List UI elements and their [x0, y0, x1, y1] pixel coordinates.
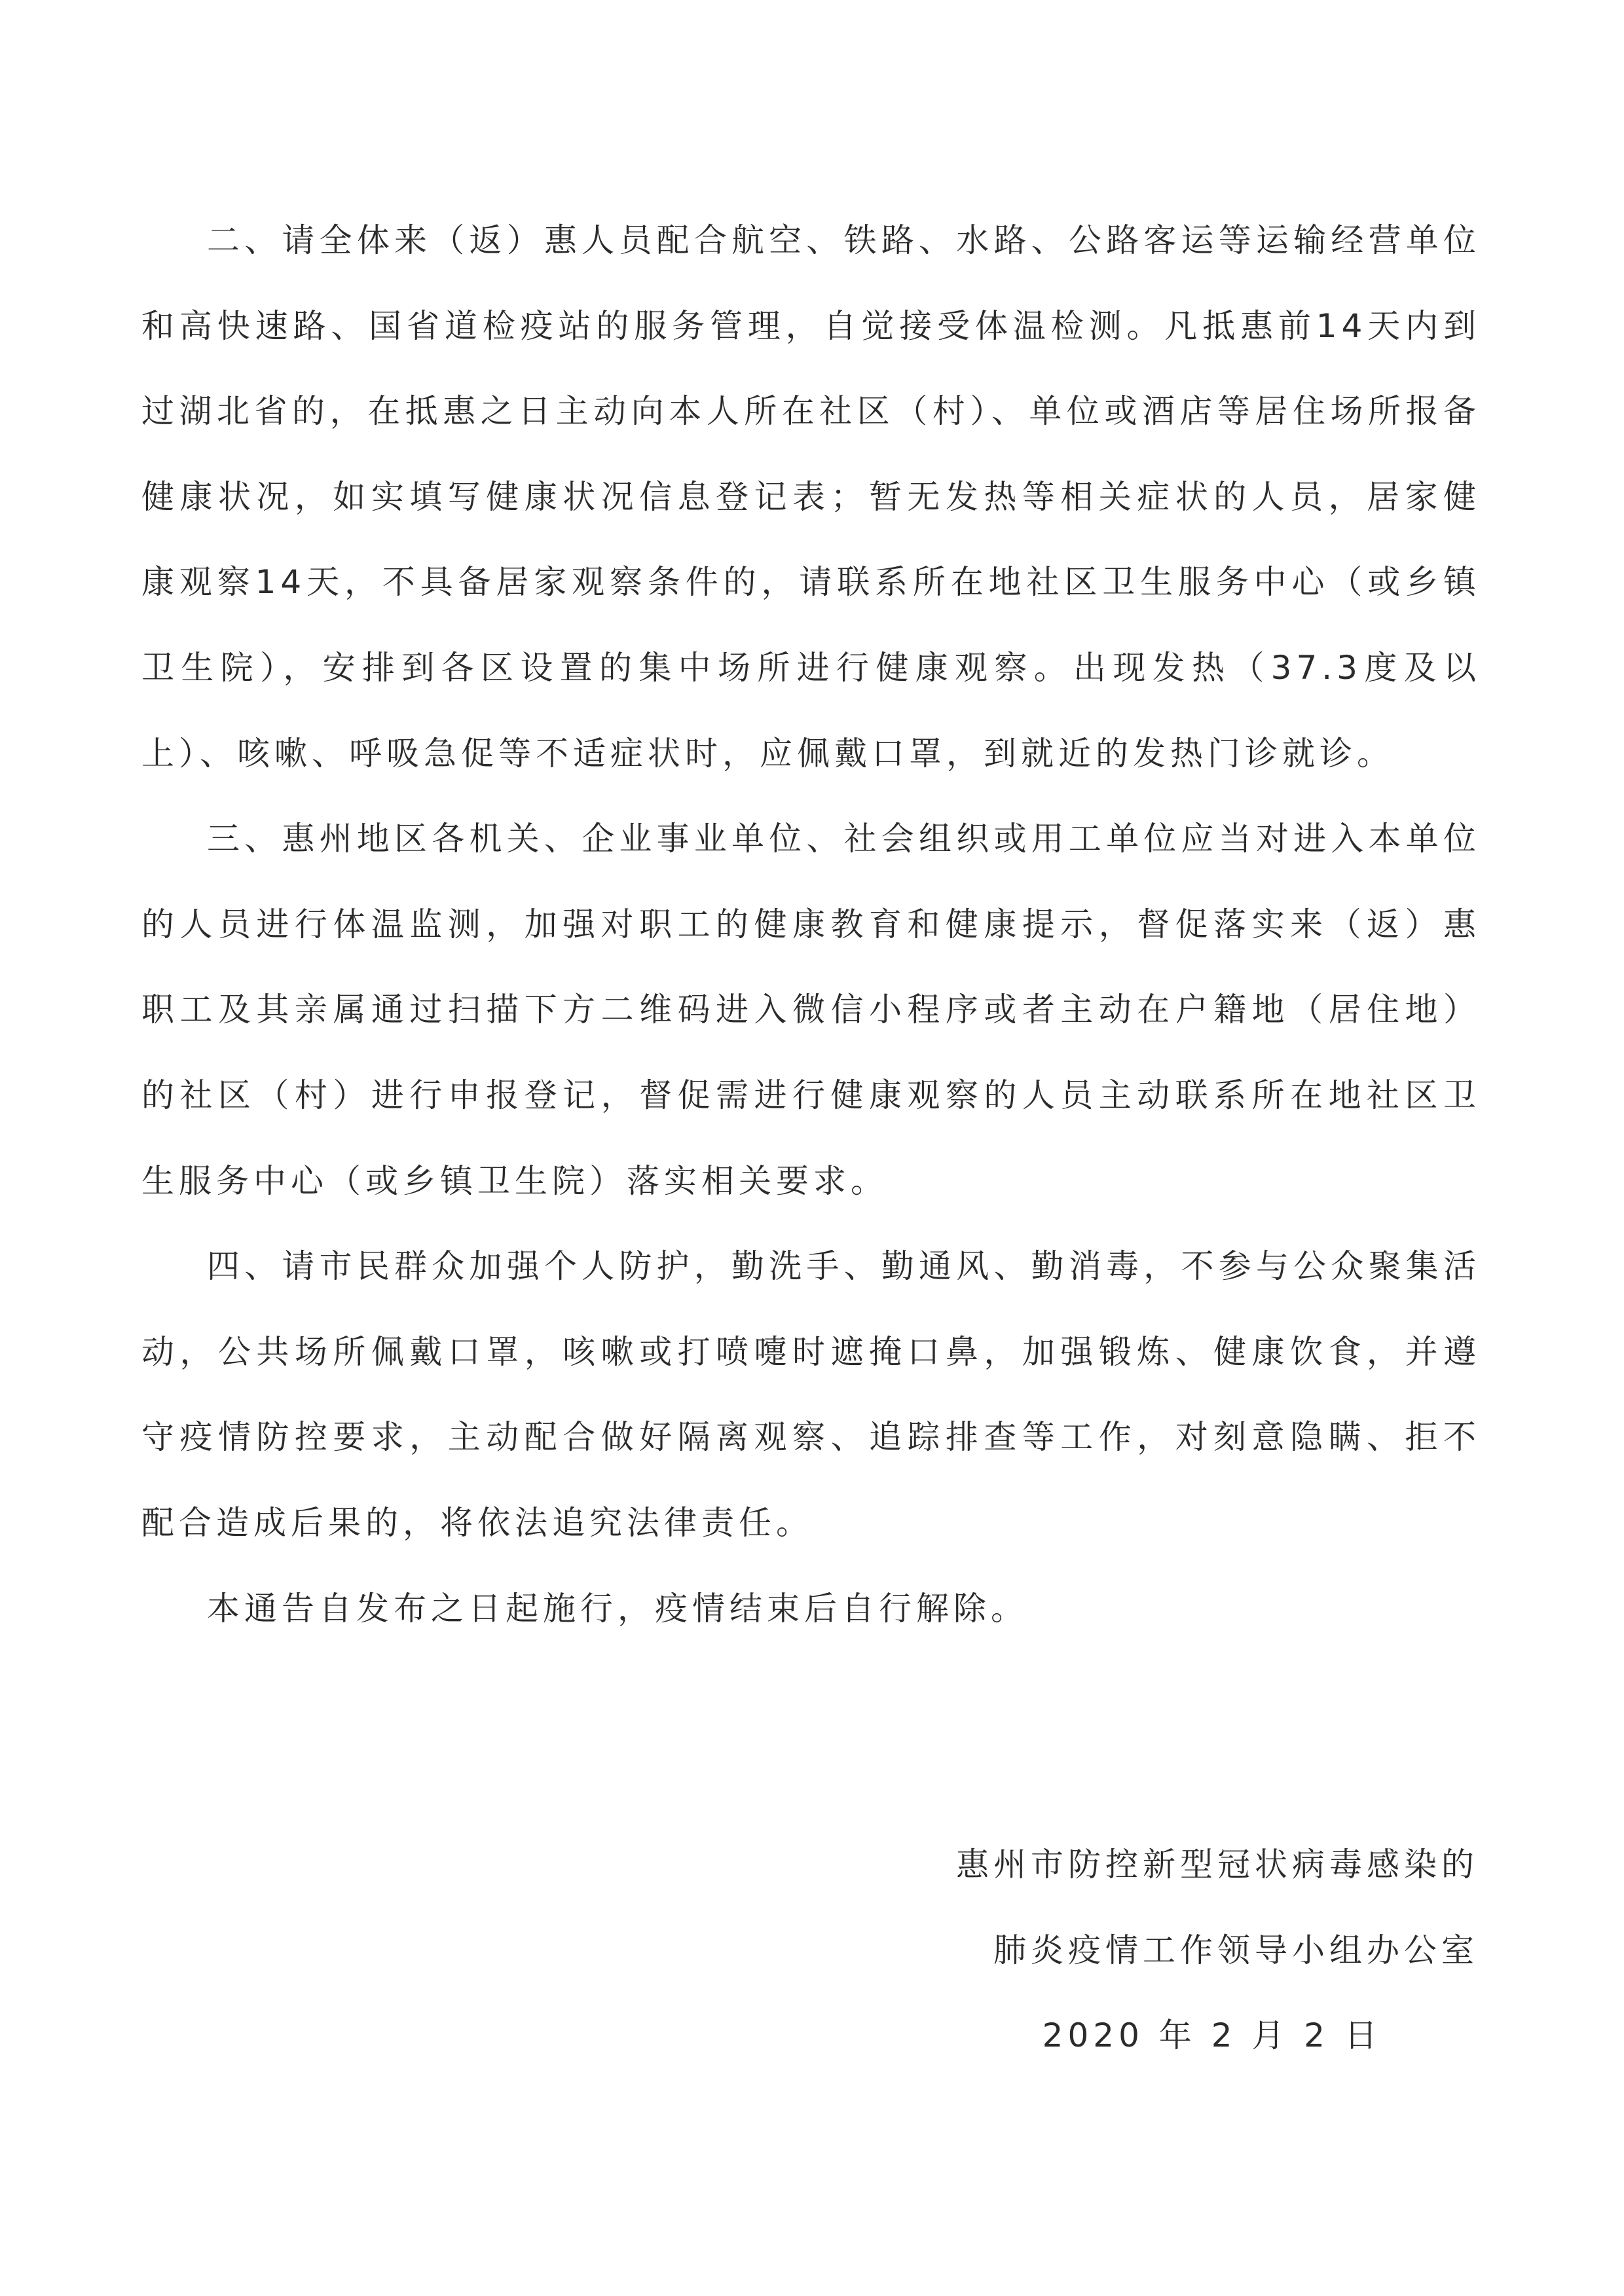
notice-body	[141, 198, 1481, 1651]
signature-org-line-2: 肺炎疫情工作领导小组办公室	[993, 1931, 1479, 1969]
signature-block	[758, 1822, 1479, 2079]
paragraph-2: 二、请全体来（返）惠人员配合航空、铁路、水路、公路客运等运输经营单位和高快速路、国省道检疫站的服务管理，自觉接受体温检测。凡抵惠前14天内到过湖北省的，在抵惠之日主动向本人所在社区（村）、单位或酒店等居住场所报备健康状况，如实填写健康状况信息登记表；暂无发热等相关症状的人员，居家健康观察14天，不具备居家观察条件的，请联系所在地社区卫生服务中心（或乡镇卫生院），安排到各区设置的集中场所进行健康观察。出现发热（37.3度及以上）、咳嗽、呼吸急促等不适症状时，应佩戴口罩，到就近的发热门诊就诊。	[141, 221, 1481, 773]
signature-org-line-1: 惠州市防控新型冠状病毒感染的	[956, 1846, 1479, 1884]
paragraph-4: 四、请市民群众加强个人防护，勤洗手、勤通风、勤消毒，不参与公众聚集活动，公共场所佩戴口罩，咳嗽或打喷嚏时遮掩口鼻，加强锻炼、健康饮食，并遵守疫情防控要求，主动配合做好隔离观察、追踪排查等工作，对刻意隐瞒、拒不配合造成后果的，将依法追究法律责任。	[141, 1247, 1481, 1542]
paragraph-effective: 本通告自发布之日起施行，疫情结束后自行解除。	[207, 1589, 1028, 1628]
signature-date: 2020 年 2 月 2 日	[1042, 2016, 1382, 2055]
paragraph-3: 三、惠州地区各机关、企业事业单位、社会组织或用工单位应当对进入本单位的人员进行体温监测，加强对职工的健康教育和健康提示，督促落实来（返）惠职工及其亲属通过扫描下方二维码进入微信小程序或者主动在户籍地（居住地）的社区（村）进行申报登记，督促需进行健康观察的人员主动联系所在地社区卫生服务中心（或乡镇卫生院）落实相关要求。	[141, 820, 1481, 1200]
